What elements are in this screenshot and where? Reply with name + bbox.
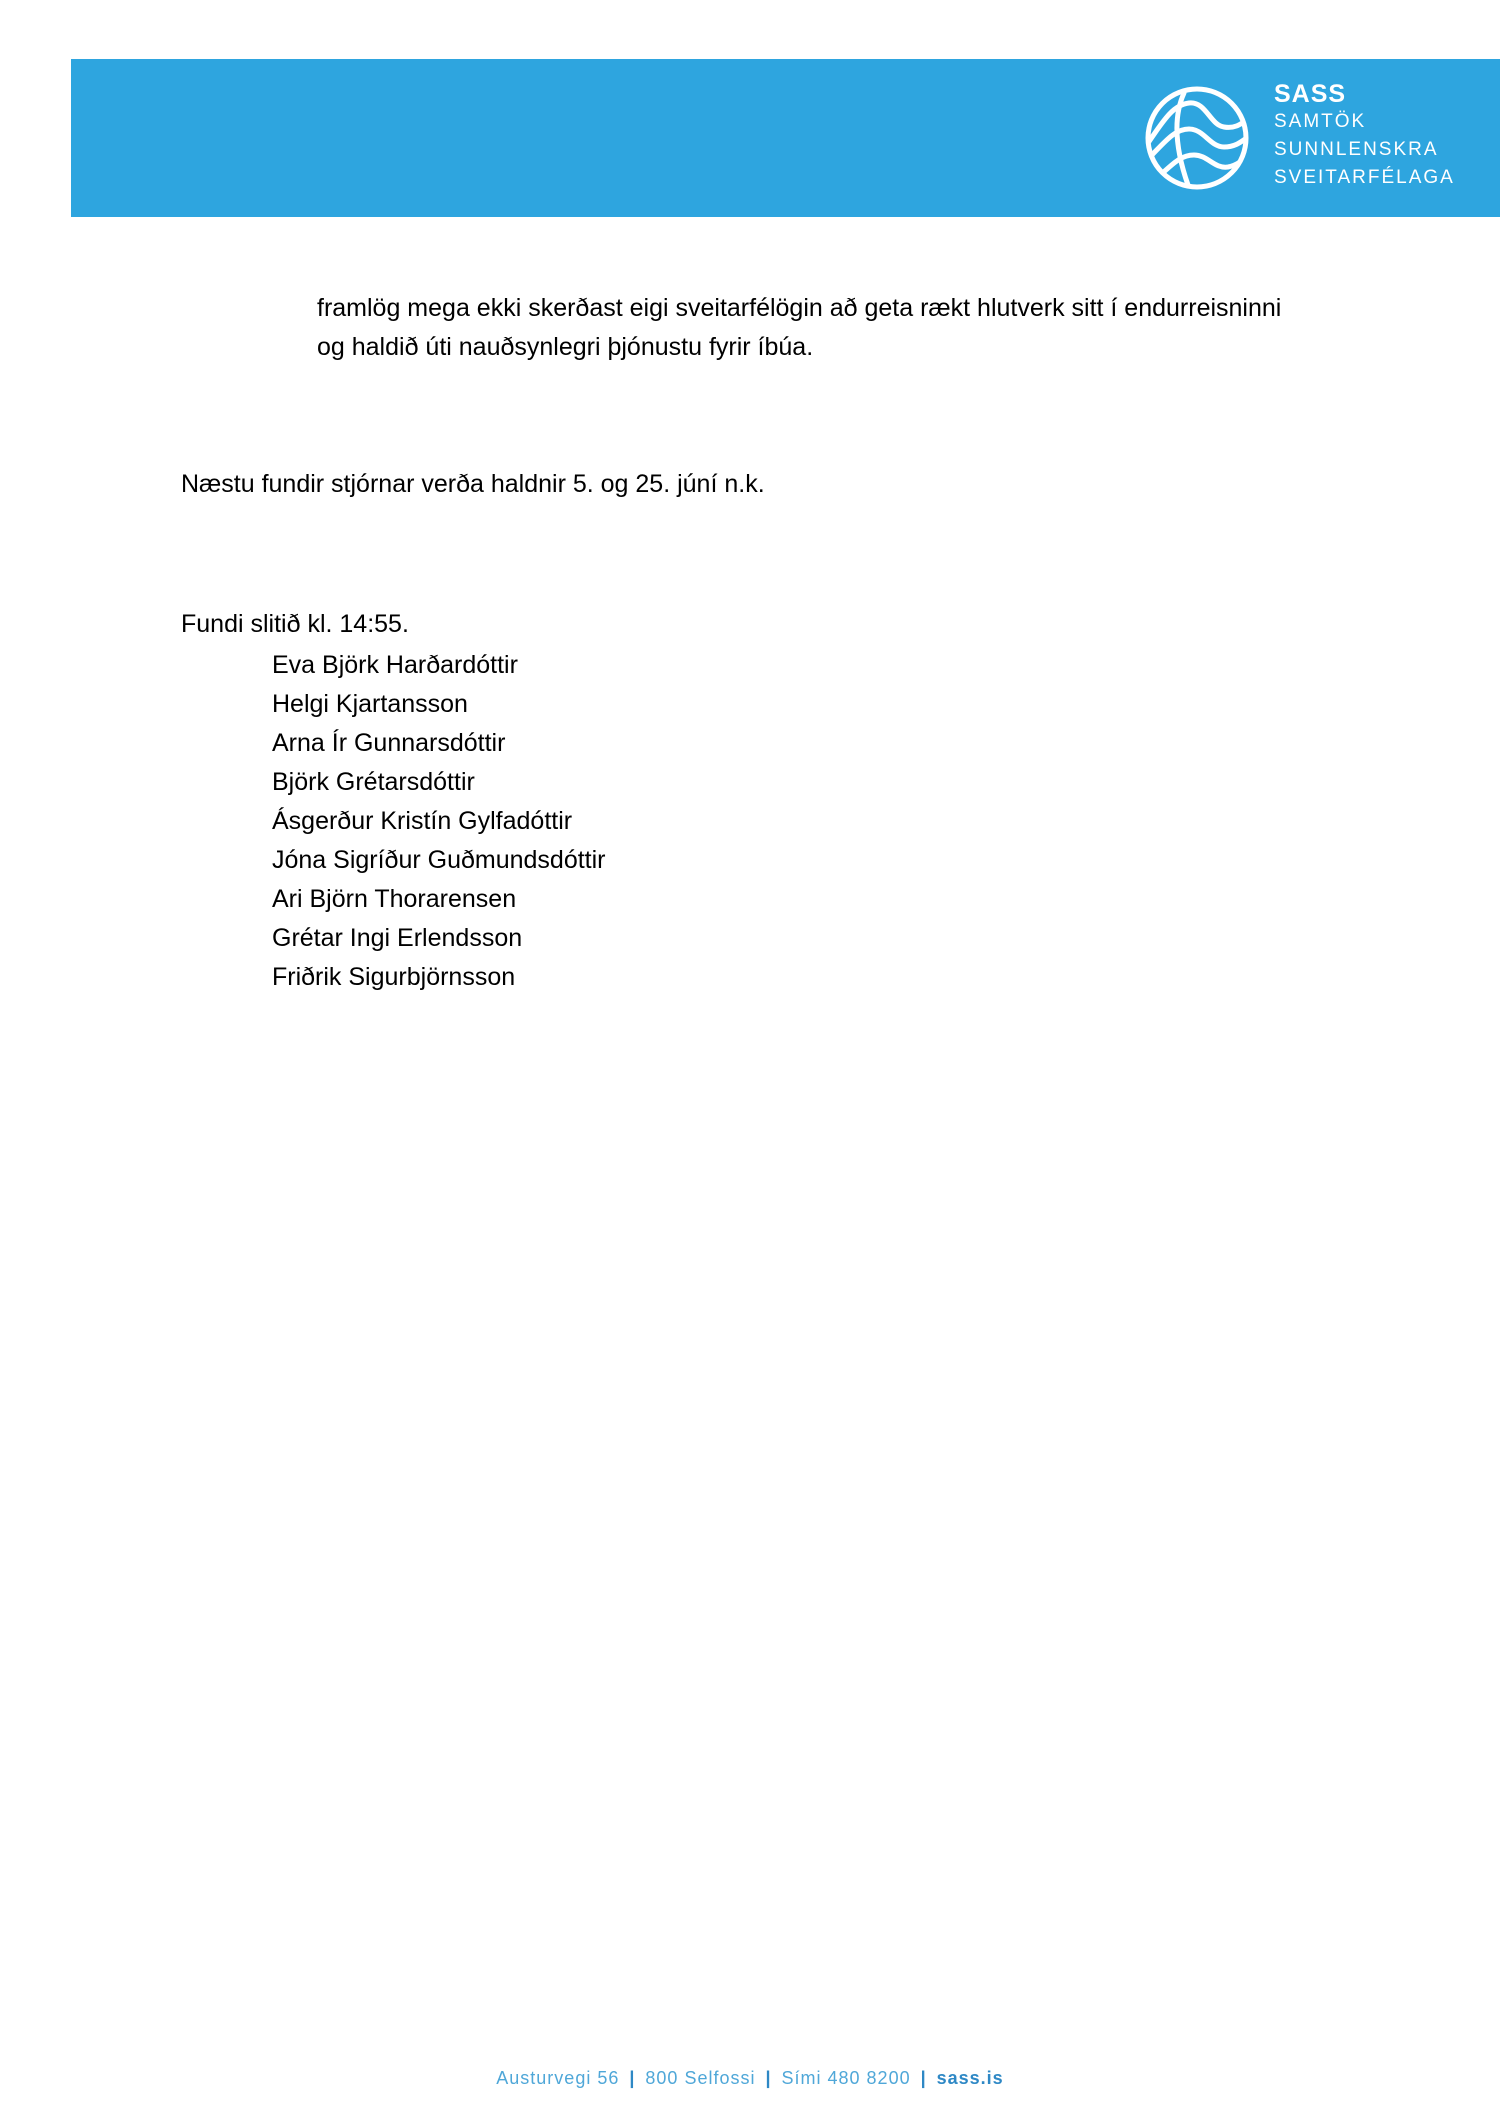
footer-postal: 800 Selfossi <box>645 2068 756 2088</box>
logo-text <box>1274 80 1455 192</box>
paragraph-line: framlög mega ekki skerðast eigi sveitarfélögin að geta rækt hlutverk sitt í endurreisninni <box>317 294 1282 322</box>
footer <box>0 2068 1500 2089</box>
footer-separator: | <box>765 2068 772 2088</box>
signatory: Friðrik Sigurbjörnsson <box>272 963 516 991</box>
logo-subtitle-line-3: SVEITARFÉLAGA <box>1274 167 1455 188</box>
logo-subtitle-line-2: SUNNLENSKRA <box>1274 139 1439 160</box>
signatory: Helgi Kjartansson <box>272 690 468 718</box>
paragraph-line: og haldið úti nauðsynlegri þjónustu fyrir íbúa. <box>317 333 814 361</box>
signatory: Arna Ír Gunnarsdóttir <box>272 729 506 757</box>
footer-address: Austurvegi 56 <box>496 2068 620 2088</box>
signatory: Jóna Sigríður Guðmundsdóttir <box>272 846 606 874</box>
signatory: Eva Björk Harðardóttir <box>272 651 518 679</box>
closing-text: Fundi slitið kl. 14:55. <box>181 610 409 638</box>
logo-brand: SASS <box>1274 80 1347 108</box>
footer-separator: | <box>920 2068 927 2088</box>
logo-subtitle-line-1: SAMTÖK <box>1274 111 1367 132</box>
signatory: Ari Björn Thorarensen <box>272 885 517 913</box>
wave-circle-icon <box>1144 85 1250 191</box>
signatories-list <box>272 646 606 997</box>
signatory: Grétar Ingi Erlendsson <box>272 924 523 952</box>
signatory: Björk Grétarsdóttir <box>272 768 475 796</box>
body-paragraph <box>317 289 1357 367</box>
signatory: Ásgerður Kristín Gylfadóttir <box>272 807 573 835</box>
footer-website-link[interactable]: sass.is <box>936 2068 1004 2088</box>
footer-separator: | <box>629 2068 636 2088</box>
next-meeting-text: Næstu fundir stjórnar verða haldnir 5. og 25. júní n.k. <box>181 470 765 498</box>
footer-phone: Sími 480 8200 <box>781 2068 911 2088</box>
